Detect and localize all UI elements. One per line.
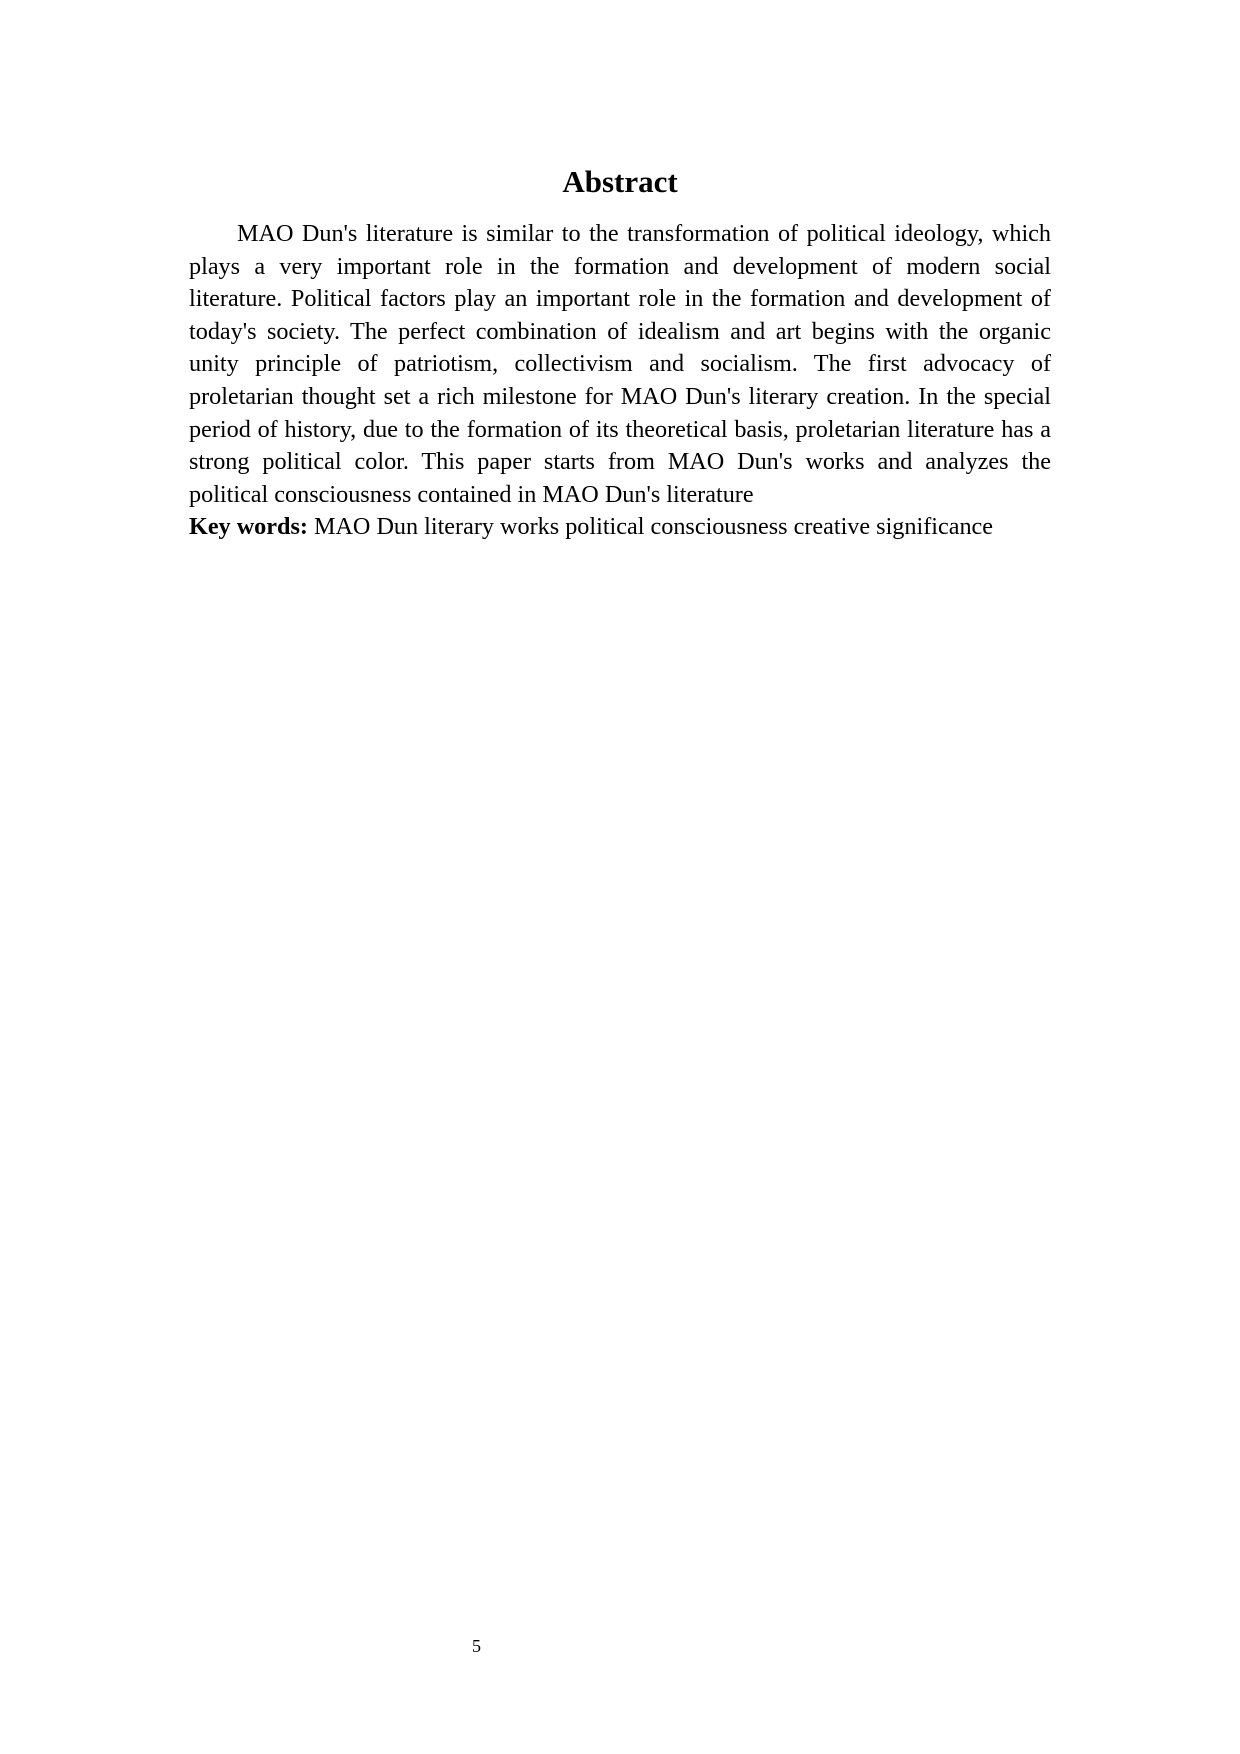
page-title: Abstract (562, 164, 678, 199)
keywords-line (189, 511, 1069, 544)
keywords-label: Key words: (189, 513, 308, 540)
abstract-paragraph: MAO Dun's literature is similar to the transformation of political ideology, which plays a very important role in the formation and development of modern social literature. Political factors play an important role in the formation and development of today's society. The perfect combination of idealism and art begins with the organic unity principle of patriotism, collectivism and socialism. The first advocacy of proletarian thought set a rich milestone for MAO Dun's literary creation. In the special period of history, due to the formation of its theoretical basis, proletarian literature has a strong political color. This paper starts from MAO Dun's works and analyzes the political consciousness contained in MAO Dun's literature (189, 220, 1051, 508)
keywords-text: MAO Dun literary works political consciousness creative significance (313, 513, 994, 540)
page-number: 5 (472, 1636, 481, 1656)
